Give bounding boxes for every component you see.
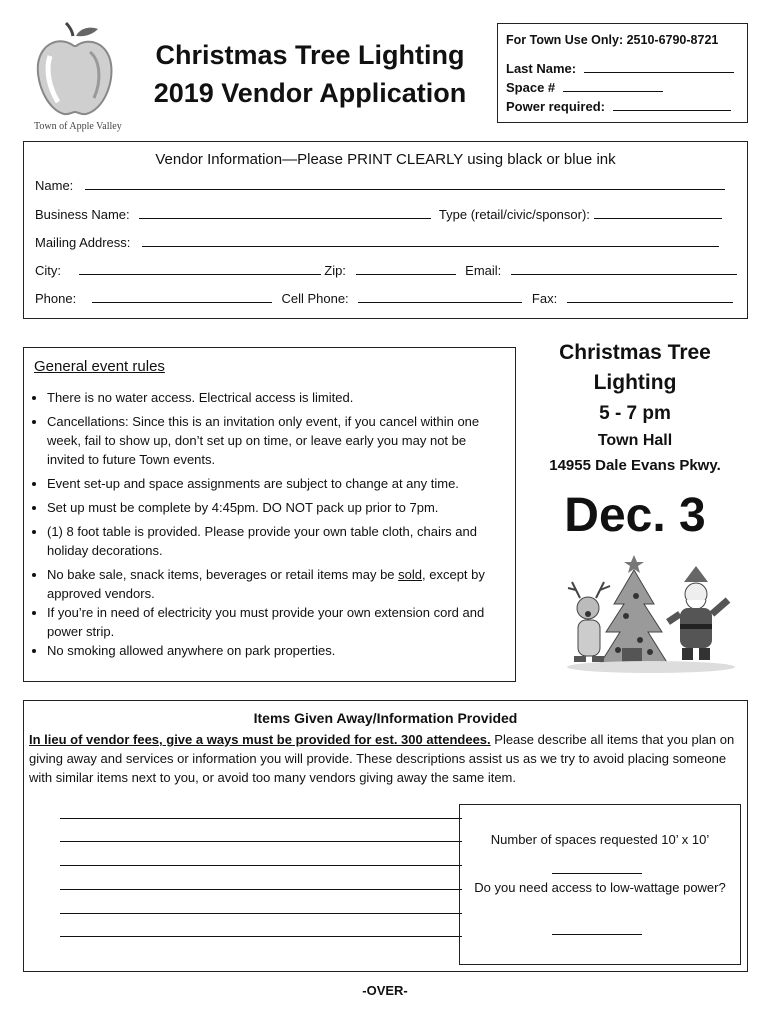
spaces-requested-field[interactable]	[552, 873, 642, 874]
event-time: 5 - 7 pm	[599, 403, 671, 424]
items-given-lead: In lieu of vendor fees, give a ways must be provided for est. 300 attendees.	[29, 732, 491, 747]
page-title-line1: Christmas Tree Lighting	[155, 40, 465, 70]
event-date: Dec. 3	[564, 489, 706, 542]
description-line[interactable]	[60, 865, 462, 866]
description-line[interactable]	[60, 936, 462, 937]
mailing-address-field[interactable]	[142, 233, 719, 247]
town-use-box	[497, 23, 748, 123]
cell-phone-label: Cell Phone:	[281, 291, 349, 306]
city-label: City:	[35, 263, 61, 278]
description-line[interactable]	[60, 818, 462, 819]
fax-field[interactable]	[567, 289, 733, 303]
event-name-line2: Lighting	[593, 371, 677, 394]
vendor-info-heading: Vendor Information—Please PRINT CLEARLY using black or blue ink	[155, 151, 616, 168]
rule-item: • There is no water access. Electrical access is limited.	[47, 388, 507, 407]
type-field[interactable]	[594, 205, 722, 219]
power-field[interactable]	[613, 97, 731, 111]
rule-text: No bake sale, snack items, beverages or retail items may be	[47, 567, 399, 582]
rule-item: • Set up must be complete by 4:45pm. DO NOT pack up prior to 7pm.	[47, 498, 507, 517]
apple-icon	[28, 22, 128, 122]
rule-item	[47, 565, 507, 603]
name-label: Name:	[35, 178, 74, 193]
email-label: Email:	[465, 263, 502, 278]
space-field[interactable]	[563, 78, 663, 92]
event-name-line1: Christmas Tree	[559, 341, 711, 364]
power-label: Power required:	[506, 99, 605, 114]
spaces-power-box	[459, 804, 741, 965]
event-rules-box	[23, 347, 516, 682]
name-field[interactable]	[85, 176, 725, 190]
rule-text: , except by approved vendors.	[47, 567, 485, 601]
event-rules-heading: General event rules	[34, 358, 165, 375]
business-name-label: Business Name:	[35, 207, 130, 222]
mailing-address-label: Mailing Address:	[35, 235, 131, 250]
event-address: 14955 Dale Evans Pkwy.	[549, 457, 721, 474]
zip-field[interactable]	[356, 261, 456, 275]
city-row	[35, 261, 737, 278]
logo-caption: Town of Apple Valley	[34, 121, 122, 132]
items-given-rest: Please describe all items that you plan on giving away and services or information you will provide. These descriptions assist us as we try to avoid placing someone with similar items next to you, or avoid too many vendors giving away the same item.	[29, 732, 735, 785]
christmas-illustration	[566, 552, 736, 676]
phone-label: Phone:	[35, 291, 77, 306]
fax-label: Fax:	[531, 291, 558, 306]
zip-label: Zip:	[324, 263, 346, 278]
rule-text-underlined: sold	[398, 567, 423, 582]
event-rules-list-wrap	[29, 388, 507, 665]
event-info	[520, 338, 750, 546]
town-use-space-row	[506, 78, 663, 95]
email-field[interactable]	[511, 261, 737, 275]
phone-row	[35, 289, 733, 306]
business-row	[35, 205, 722, 222]
rule-item: • Event set-up and space assignments are subject to change at any time.	[47, 474, 507, 493]
power-access-field[interactable]	[552, 934, 642, 935]
christmas-tree-icon	[566, 552, 736, 676]
cell-phone-field[interactable]	[358, 289, 522, 303]
vendor-info-box	[23, 141, 748, 319]
rule-item: • No smoking allowed anywhere on park properties.	[47, 641, 507, 660]
page-title-line2: 2019 Vendor Application	[153, 78, 467, 108]
power-access-label: Do you need access to low-wattage power?	[474, 880, 726, 895]
mailing-row	[35, 233, 719, 250]
rule-item: • If you’re in need of electricity you must provide your own extension cord and power strip.	[47, 603, 507, 641]
phone-field[interactable]	[92, 289, 272, 303]
apple-valley-logo	[28, 22, 128, 122]
description-line[interactable]	[60, 889, 462, 890]
items-given-heading: Items Given Away/Information Provided	[253, 710, 518, 726]
rule-item: • Cancellations: Since this is an invitation only event, if you cancel within one week, fail to show up, don’t set up on time, or leave early you may not be invited to future Town events.	[47, 412, 507, 469]
items-given-box	[23, 700, 748, 972]
rule-item: • (1) 8 foot table is provided. Please provide your own table cloth, chairs and holiday decorations.	[47, 522, 507, 560]
city-field[interactable]	[79, 261, 321, 275]
spaces-requested-label: Number of spaces requested 10’ x 10’	[490, 832, 710, 847]
town-use-last-name-row	[506, 59, 734, 76]
description-line[interactable]	[60, 913, 462, 914]
name-row	[35, 176, 725, 193]
town-use-heading: For Town Use Only: 2510-6790-8721	[506, 33, 719, 47]
items-given-description	[29, 730, 741, 787]
over-label: -OVER-	[362, 983, 408, 998]
last-name-label: Last Name:	[506, 61, 577, 76]
description-line[interactable]	[60, 841, 462, 842]
town-use-power-row	[506, 97, 731, 114]
event-rules-list	[29, 388, 507, 660]
last-name-field[interactable]	[584, 59, 734, 73]
type-label: Type (retail/civic/sponsor):	[438, 207, 590, 222]
business-name-field[interactable]	[139, 205, 431, 219]
space-label: Space #	[506, 80, 556, 95]
event-venue: Town Hall	[597, 432, 673, 449]
